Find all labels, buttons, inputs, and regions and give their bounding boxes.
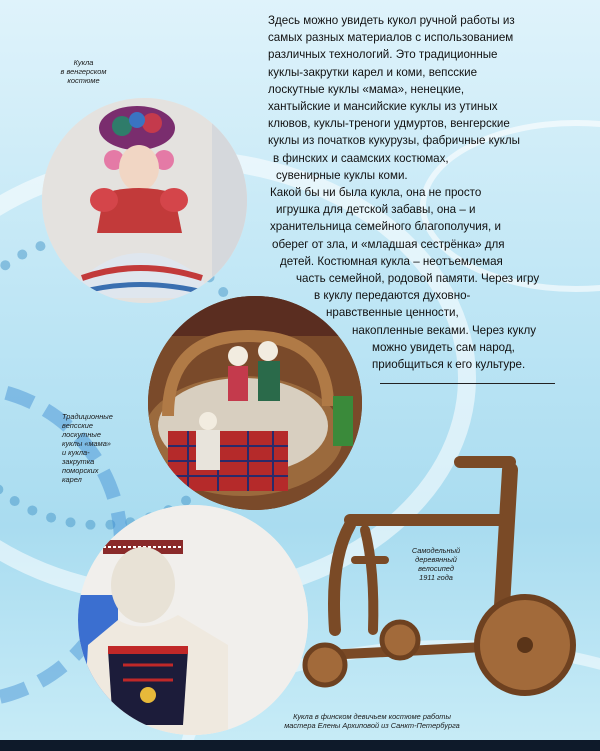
text-line: клювов, куклы-треноги удмуртов, венгерские: [268, 117, 510, 131]
caption-line: 1911 года: [419, 573, 453, 582]
finnish-doll-photo: [78, 505, 308, 735]
caption-line: закрутка: [62, 457, 95, 466]
text-line: оберег от зла, и «младшая сестрёнка» для: [272, 237, 505, 251]
caption-finnish-doll: [252, 712, 492, 730]
text-line: сувенирные куклы коми.: [276, 168, 408, 182]
text-line: приобщиться к его культуре.: [372, 358, 526, 372]
divider-line: [380, 383, 555, 384]
text-line: детей. Костюмная кукла – неотъемлемая: [280, 254, 503, 268]
text-line: хранительница семейного благополучия, и: [270, 220, 501, 234]
text-line: часть семейной, родовой памяти. Через игру: [296, 272, 540, 286]
text-line: Здесь можно увидеть кукол ручной работы из: [268, 14, 515, 27]
text-line: игрушка для детской забавы, она – и: [276, 203, 476, 217]
caption-line: Кукла: [73, 58, 94, 67]
article-text: [0, 12, 600, 373]
caption-line: вепсские: [62, 421, 93, 430]
finnish-doll-image: [78, 505, 308, 735]
caption-line: деревянный: [415, 555, 457, 564]
caption-veps-dolls: [62, 412, 132, 484]
text-line: куклы-закрутки карел и коми, вепсские: [268, 65, 478, 79]
text-line: накопленные веками. Через куклу: [352, 323, 537, 337]
caption-line: костюме: [67, 76, 100, 85]
caption-line: лоскутные: [62, 430, 101, 439]
text-line: различных технологий. Это традиционные: [268, 48, 498, 62]
caption-line: Кукла в финском девичьем костюме работы: [293, 712, 451, 721]
caption-tricycle: [404, 546, 468, 582]
text-line: куклы из початков кукурузы, фабричные куклы: [268, 134, 520, 148]
caption-line: и кукла-: [62, 448, 90, 457]
text-line: хантыйские и мансийские куклы из утиных: [268, 100, 498, 114]
text-line: можно увидеть сам народ,: [372, 340, 515, 354]
caption-line: Самодельный: [411, 546, 461, 555]
footer-strip: [0, 740, 600, 751]
caption-line: велосипед: [418, 564, 454, 573]
caption-line: поморских: [62, 466, 99, 475]
text-line: Какой бы ни была кукла, она не просто: [270, 186, 482, 200]
text-line: нравственные ценности,: [326, 306, 459, 320]
caption-line: мастера Елены Архиповой из Санкт-Петербурга: [284, 721, 460, 730]
text-line: самых разных материалов с использованием: [268, 31, 514, 45]
text-line: в куклу передаются духовно-: [314, 289, 471, 303]
caption-line: в венгерском: [60, 67, 107, 76]
caption-line: куклы «мама»: [62, 439, 111, 448]
text-line: в финских и саамских костюмах,: [273, 151, 449, 165]
text-line: лоскутные куклы «мама», ненецкие,: [268, 82, 465, 96]
caption-line: карел: [62, 475, 82, 484]
caption-line: Традиционные: [62, 412, 113, 421]
